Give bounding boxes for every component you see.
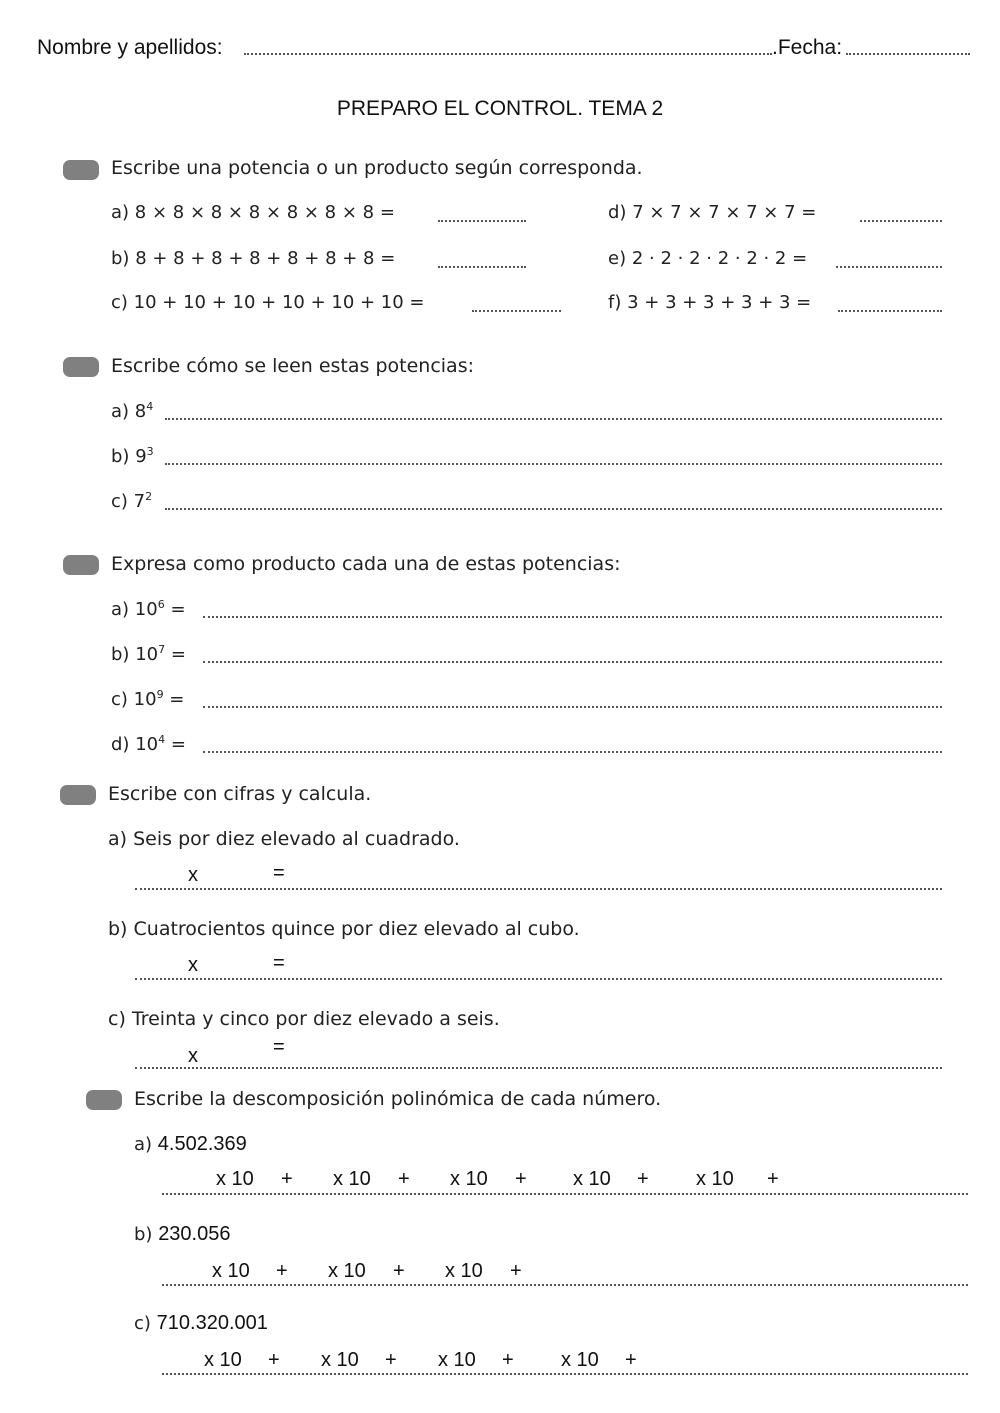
exercise-2-item-c: [111, 490, 152, 512]
term-5c-1: x 10: [204, 1349, 242, 1371]
item-label: e): [608, 248, 627, 269]
item-label: c): [134, 1313, 151, 1334]
exercise-4-item-a: a) Seis por diez elevado al cuadrado.: [108, 828, 460, 850]
exercise-1-item-e: [608, 248, 807, 269]
exercise-badge-4: [60, 785, 96, 805]
item-expression: 7 × 7 × 7 × 7 × 7 =: [632, 202, 817, 223]
plus-sign: +: [510, 1260, 522, 1282]
item-expression: 8 + 8 + 8 + 8 + 8 + 8 + 8 =: [135, 248, 396, 269]
times-sign: x: [188, 1045, 198, 1067]
number-value: 4.502.369: [157, 1133, 247, 1155]
item-expression: 3 + 3 + 3 + 3 + 3 =: [627, 292, 812, 313]
exercise-badge-1: [63, 160, 99, 180]
answer-field-2c[interactable]: [165, 508, 942, 510]
equals-sign: =: [273, 952, 285, 974]
exercise-1-item-d: [608, 202, 816, 223]
answer-field-5b[interactable]: [162, 1284, 968, 1286]
exercise-1-item-c: [111, 292, 425, 313]
power-base: 10: [135, 734, 159, 755]
number-value: 230.056: [158, 1223, 231, 1245]
answer-field-1b[interactable]: [438, 266, 526, 268]
times-sign: x: [188, 864, 198, 886]
exercise-3-item-b: [111, 643, 186, 665]
answer-field-1e[interactable]: [836, 266, 942, 268]
term-5c-4: x 10: [561, 1349, 599, 1371]
date-label: .Fecha:: [772, 36, 843, 59]
answer-field-2b[interactable]: [165, 463, 942, 465]
exercise-5-instruction: Escribe la descomposición polinómica de cada número.: [134, 1088, 662, 1110]
exercise-3-item-a: [111, 598, 186, 620]
plus-sign: +: [515, 1168, 527, 1190]
exercise-1-instruction: Escribe una potencia o un producto según corresponda.: [111, 157, 643, 179]
answer-field-5c[interactable]: [162, 1373, 968, 1375]
power-exponent: 2: [145, 490, 153, 503]
answer-field-1f[interactable]: [838, 310, 942, 312]
exercise-badge-2: [63, 357, 99, 377]
exercise-3-item-d: [111, 733, 186, 755]
exercise-3-instruction: Expresa como producto cada una de estas potencias:: [111, 553, 621, 575]
power-base: 8: [134, 401, 147, 422]
item-label: a): [111, 599, 130, 620]
power-exponent: 4: [158, 733, 166, 746]
plus-sign: +: [393, 1260, 405, 1282]
power-exponent: 3: [146, 445, 154, 458]
item-label: c): [111, 689, 128, 710]
term-5b-3: x 10: [445, 1260, 483, 1282]
answer-field-3c[interactable]: [203, 706, 942, 708]
plus-sign: +: [385, 1349, 397, 1371]
name-label: Nombre y apellidos:: [37, 36, 223, 59]
item-label: b): [111, 248, 130, 269]
times-sign: x: [188, 954, 198, 976]
power-exponent: 6: [157, 598, 165, 611]
item-label: d): [111, 734, 130, 755]
item-label: a): [134, 1134, 153, 1155]
power-base: 9: [135, 446, 147, 467]
answer-field-4c[interactable]: [135, 1067, 942, 1069]
term-5b-1: x 10: [212, 1260, 250, 1282]
answer-field-4b[interactable]: [135, 978, 942, 980]
plus-sign: +: [398, 1168, 410, 1190]
exercise-5-item-b: [134, 1223, 230, 1246]
exercise-2-item-a: [111, 400, 153, 422]
item-label: b): [111, 446, 130, 467]
answer-field-1d[interactable]: [860, 220, 942, 222]
answer-field-1c[interactable]: [472, 310, 561, 312]
power-base: 10: [135, 644, 159, 665]
exercise-4-item-c: c) Treinta y cinco por diez elevado a seis.: [108, 1008, 500, 1030]
number-value: 710.320.001: [156, 1312, 268, 1334]
answer-field-2a[interactable]: [165, 418, 942, 420]
equals-sign: =: [273, 1036, 285, 1058]
term-5b-2: x 10: [328, 1260, 366, 1282]
item-label: c): [111, 292, 128, 313]
power-base: 10: [133, 689, 157, 710]
date-field[interactable]: [846, 53, 970, 55]
page-title: PREPARO EL CONTROL. TEMA 2: [336, 97, 664, 120]
plus-sign: +: [276, 1260, 288, 1282]
equals-sign: =: [169, 689, 185, 710]
answer-field-5a[interactable]: [162, 1193, 968, 1195]
plus-sign: +: [767, 1168, 779, 1190]
exercise-5-item-a: [134, 1133, 247, 1156]
term-5a-4: x 10: [573, 1168, 611, 1190]
exercise-1-item-f: [608, 292, 811, 313]
answer-field-1a[interactable]: [438, 220, 526, 222]
power-base: 7: [133, 491, 146, 512]
equals-sign: =: [273, 862, 285, 884]
exercise-badge-3: [63, 555, 99, 575]
answer-field-3d[interactable]: [203, 751, 942, 753]
item-label: a): [111, 401, 130, 422]
term-5a-1: x 10: [216, 1168, 254, 1190]
item-expression: 10 + 10 + 10 + 10 + 10 + 10 =: [133, 292, 425, 313]
exercise-2-item-b: [111, 445, 154, 467]
item-expression: 2 · 2 · 2 · 2 · 2 · 2 =: [631, 248, 808, 269]
power-exponent: 7: [158, 643, 166, 656]
term-5c-2: x 10: [321, 1349, 359, 1371]
exercise-2-instruction: Escribe cómo se leen estas potencias:: [111, 355, 474, 377]
plus-sign: +: [281, 1168, 293, 1190]
item-label: b): [111, 644, 130, 665]
item-label: b): [134, 1224, 153, 1245]
exercise-4-item-b: b) Cuatrocientos quince por diez elevado al cubo.: [108, 918, 580, 940]
answer-field-4a[interactable]: [135, 888, 942, 890]
item-label: c): [111, 491, 128, 512]
answer-field-3a[interactable]: [203, 616, 942, 618]
plus-sign: +: [637, 1168, 649, 1190]
plus-sign: +: [502, 1349, 514, 1371]
plus-sign: +: [625, 1349, 637, 1371]
item-label: a): [111, 202, 130, 223]
power-exponent: 4: [146, 400, 154, 413]
term-5a-2: x 10: [333, 1168, 371, 1190]
term-5c-3: x 10: [438, 1349, 476, 1371]
name-field[interactable]: [244, 53, 772, 55]
equals-sign: =: [170, 734, 186, 755]
term-5a-3: x 10: [450, 1168, 488, 1190]
power-exponent: 9: [156, 688, 164, 701]
exercise-badge-5: [86, 1090, 122, 1110]
item-label: f): [608, 292, 622, 313]
exercise-4-instruction: Escribe con cifras y calcula.: [108, 783, 372, 805]
item-expression: 8 × 8 × 8 × 8 × 8 × 8 × 8 =: [134, 202, 395, 223]
item-label: d): [608, 202, 627, 223]
equals-sign: =: [170, 644, 186, 665]
plus-sign: +: [268, 1349, 280, 1371]
exercise-1-item-a: [111, 202, 395, 223]
exercise-1-item-b: [111, 248, 395, 269]
exercise-3-item-c: [111, 688, 184, 710]
power-base: 10: [134, 599, 158, 620]
answer-field-3b[interactable]: [203, 661, 942, 663]
exercise-5-item-c: [134, 1312, 268, 1335]
term-5a-5: x 10: [696, 1168, 734, 1190]
equals-sign: =: [170, 599, 186, 620]
